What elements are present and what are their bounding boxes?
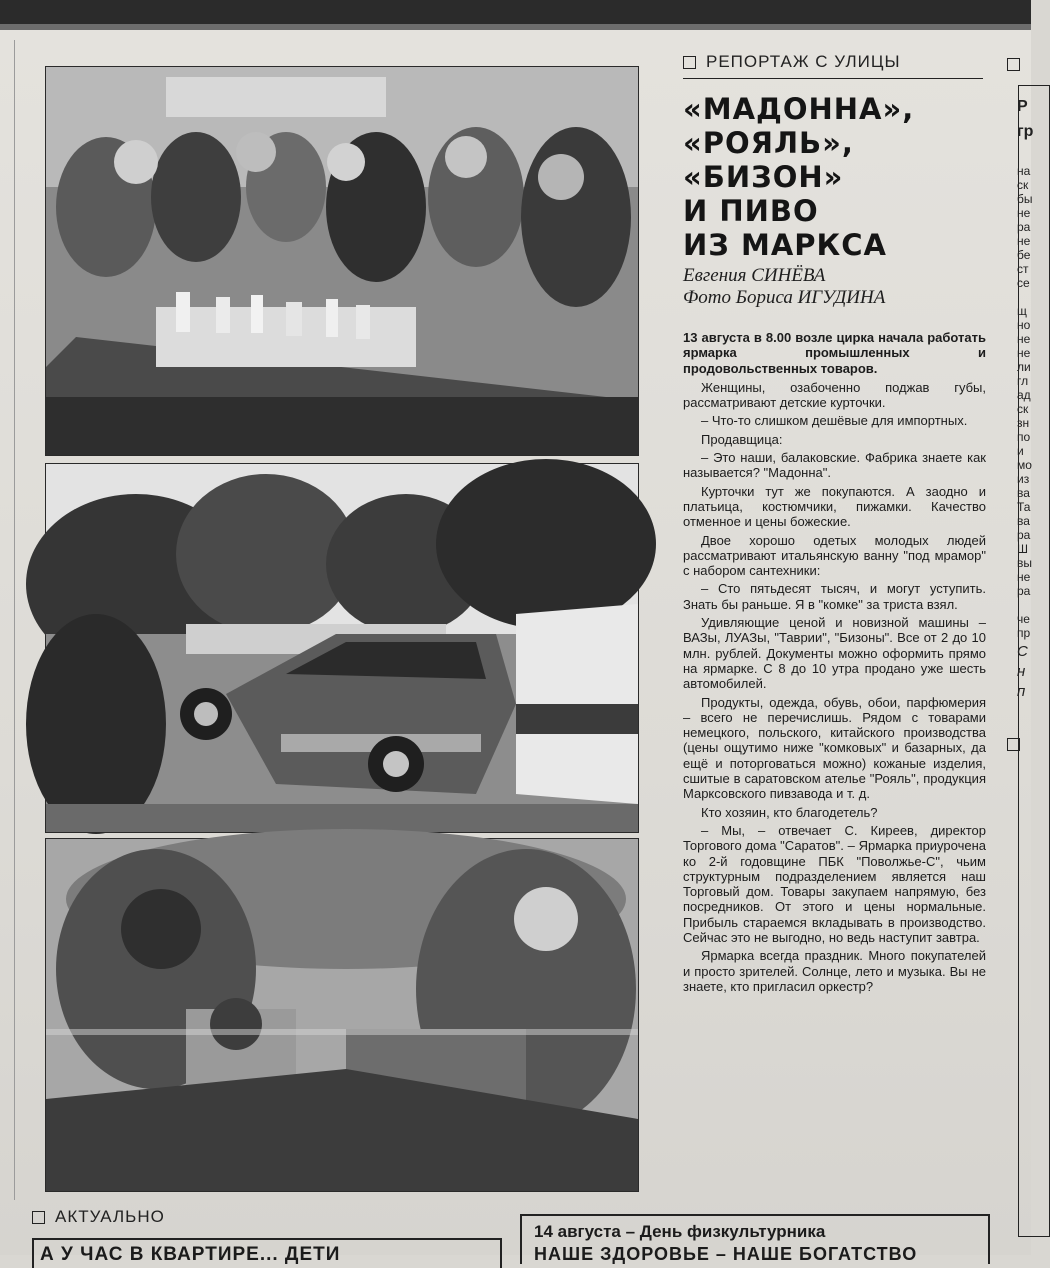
- photo-crowd-at-stall: [45, 66, 639, 456]
- fragment-text: ра: [1017, 220, 1031, 234]
- photo-cars-for-sale: [45, 463, 639, 833]
- rubric-label: АКТУАЛЬНО: [55, 1207, 165, 1226]
- fragment-text: ск: [1017, 402, 1029, 416]
- photo-shoppers-with-goods: [45, 838, 639, 1192]
- fragment-text: но: [1017, 318, 1031, 332]
- fragment-text: гр: [1017, 123, 1034, 140]
- article-body: [683, 330, 986, 997]
- fragment-text: бы: [1017, 192, 1033, 206]
- fragment-text: не: [1017, 570, 1031, 584]
- fragment-text: ва: [1017, 486, 1030, 500]
- bottom-right-date: 14 августа – День физкультурника: [534, 1222, 826, 1241]
- fragment-text: ли: [1017, 360, 1031, 374]
- section-rubric: [683, 52, 901, 72]
- fragment-text: ст: [1017, 262, 1029, 276]
- rubric-label: РЕПОРТАЖ С УЛИЦЫ: [706, 52, 901, 71]
- fragment-text: по: [1017, 430, 1031, 444]
- fragment-text: С: [1017, 643, 1028, 660]
- checkbox-icon: [32, 1211, 45, 1224]
- bottom-right-title: НАШЕ ЗДОРОВЬЕ – НАШЕ БОГАТСТВО: [534, 1244, 918, 1264]
- fragment-text: ад: [1017, 388, 1031, 402]
- checkbox-icon: [683, 56, 696, 69]
- article-lead: 13 августа в 8.00 возле цирка начала работать ярмарка промышленных и продовольственных товаров.: [683, 330, 986, 376]
- article-paragraph: – Сто пятьдесят тысяч, и могут уступить. Знать бы раньше. Я в "комке" за триста взял.: [683, 581, 986, 612]
- article-paragraph: Ярмарка всегда праздник. Много покупателей и просто зрителей. Солнце, лето и музыка. Вы не знаете, кто пригласил оркестр?: [683, 948, 986, 994]
- article-paragraph: Курточки тут же покупаются. А заодно и платьица, костюмчики, пижамки. Качество отменное и цены божеские.: [683, 483, 986, 530]
- fragment-text: из: [1017, 472, 1030, 486]
- fragment-text: вы: [1017, 556, 1032, 570]
- headline-line: И ПИВО: [683, 194, 819, 228]
- article-paragraph: Продавщица:: [701, 431, 783, 447]
- article-paragraph: Удивляющие ценой и новизной машины – ВАЗы, ЛУАЗы, "Таврии", "Бизоны". Все от 2 до 10 млн. рублей. Документы можно оформить прямо на ярмарке. С 8 до 10 утра продано уже шесть автомобилей.: [683, 615, 986, 692]
- fragment-text: ра: [1017, 528, 1031, 542]
- checkbox-icon: [1007, 58, 1020, 71]
- article-paragraph: Двое хорошо одетых молодых людей рассматривают итальянскую ванну "под мрамор" с набором сантехники:: [683, 532, 986, 579]
- fragment-text: на: [1017, 164, 1031, 178]
- fragment-text: че: [1017, 612, 1030, 626]
- article-headline: [683, 92, 973, 262]
- fragment-text: не: [1017, 332, 1031, 346]
- article-paragraph: Кто хозяин, кто благодетель?: [701, 804, 878, 820]
- fragment-text: Р: [1017, 98, 1028, 115]
- headline-line: ИЗ МАРКСА: [683, 228, 887, 262]
- fragment-text: бе: [1017, 248, 1031, 262]
- fragment-text: не: [1017, 234, 1031, 248]
- fragment-text: мо: [1017, 458, 1032, 472]
- article-paragraph: – Мы, – отвечает С. Киреев, директор Торгового дома "Саратов". – Ярмарка приурочена ко 2-й годовщине ПБК "Поволжье-С", чьим структурным подразделением является наш Торговый дом. Товары закупаем напрямую, без посредников. От этого и цены нормальные. Прибыль стараемся вкладывать в производство. Сейчас это не выгодно, но ведь наступит завтра.: [683, 822, 986, 945]
- fragment-text: зн: [1017, 416, 1030, 430]
- fragment-text: пр: [1017, 626, 1031, 640]
- bottom-left-article: [32, 1238, 502, 1268]
- checkbox-icon: [1007, 738, 1020, 751]
- headline-line: «МАДОННА»,: [683, 92, 915, 126]
- author-name: Евгения СИНЁВА: [683, 265, 826, 286]
- fragment-text: щ: [1017, 304, 1027, 318]
- fragment-text: не: [1017, 206, 1031, 220]
- headline-line: «РОЯЛЬ»,: [683, 126, 854, 160]
- section-rubric-bottom: [32, 1207, 165, 1227]
- article-paragraph: – Что-то слишком дешёвые для импортных.: [701, 413, 968, 429]
- headline-line: «БИЗОН»: [683, 160, 844, 194]
- article-paragraph: Женщины, озабоченно поджав губы, рассматривают детские курточки.: [683, 379, 986, 411]
- article-byline: [683, 265, 973, 309]
- fragment-text: Ш: [1017, 542, 1028, 556]
- fragment-text: не: [1017, 346, 1031, 360]
- fragment-text: Та: [1017, 500, 1031, 514]
- fragment-text: гл: [1017, 374, 1029, 388]
- bottom-right-article: [520, 1214, 990, 1264]
- fragment-text: ра: [1017, 584, 1031, 598]
- bottom-left-headline: А У ЧАС В КВАРТИРЕ... ДЕТИ: [40, 1244, 341, 1265]
- fragment-text: ва: [1017, 514, 1030, 528]
- fragment-text: н: [1017, 663, 1026, 680]
- rubric-rule: [683, 78, 983, 79]
- photo-credit: Фото Бориса ИГУДИНА: [683, 287, 886, 308]
- article-paragraph: Продукты, одежда, обувь, обои, парфюмерия – всего не перечислишь. Рядом с товарами немецкого, польского, китайского производства (цены ощутимо ниже "комковых" и базарных, да ещё и поторговаться можно) кожаные изделия, сшитые в саратовском ателье "Рояль", продукция Марксовского пивзавода и т. д.: [683, 694, 986, 802]
- fragment-text: ск: [1017, 178, 1029, 192]
- page-top-band: [0, 0, 1031, 30]
- fragment-text: п: [1017, 683, 1026, 700]
- left-margin-rule: [0, 40, 15, 1200]
- fragment-text: се: [1017, 276, 1030, 290]
- fragment-text: и: [1017, 444, 1024, 458]
- article-paragraph: – Это наши, балаковские. Фабрика знаете как называется? "Мадонна".: [683, 450, 986, 481]
- right-column-fragment: [1005, 40, 1034, 1220]
